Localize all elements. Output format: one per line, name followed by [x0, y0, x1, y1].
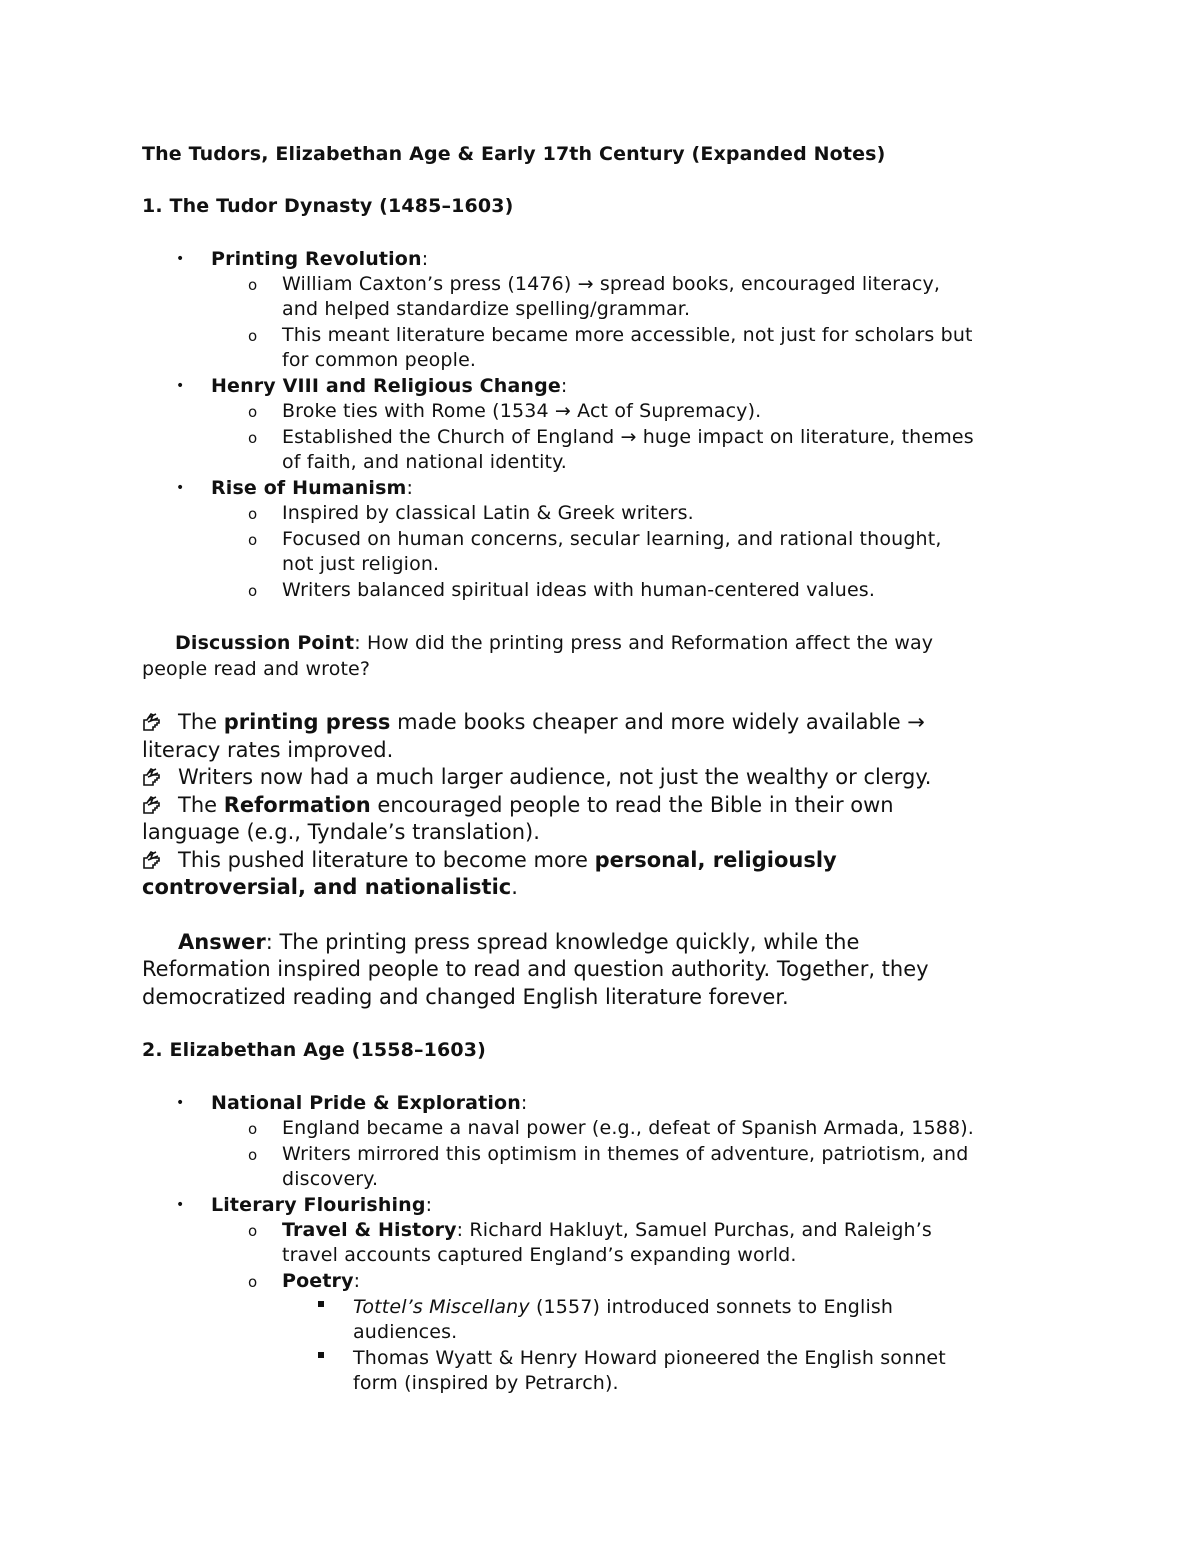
item-label: Henry VIII and Religious Change	[211, 375, 561, 397]
sub-sub-item-line: Thomas Wyatt & Henry Howard pioneered the English sonnet	[353, 1347, 946, 1369]
sub-text: (1557) introduced sonnets to English	[529, 1296, 894, 1318]
sub-item-line: travel accounts captured England’s expanding world.	[282, 1244, 797, 1266]
pointing-hand-icon	[142, 850, 162, 870]
item-suffix: :	[560, 375, 568, 397]
circle-bullet: o	[248, 403, 258, 421]
list-item	[211, 1091, 527, 1116]
point-text: The	[178, 710, 224, 734]
sub-item-line: discovery.	[282, 1168, 379, 1190]
circle-bullet: o	[248, 327, 258, 345]
point-line: literacy rates improved.	[142, 738, 394, 762]
circle-bullet: o	[248, 429, 258, 447]
list-item	[211, 1193, 432, 1218]
item-suffix: :	[406, 477, 414, 499]
sub-sub-item-line: form (inspired by Petrarch).	[353, 1372, 619, 1394]
square-bullet	[318, 1301, 324, 1307]
circle-bullet: o	[248, 505, 258, 523]
circle-bullet: o	[248, 1222, 258, 1240]
sub-text: : Richard Hakluyt, Samuel Purchas, and Raleigh’s	[456, 1219, 932, 1241]
point-text: made books cheaper and more widely available →	[390, 710, 925, 734]
point-bold: printing press	[223, 710, 391, 734]
circle-bullet: o	[248, 1273, 258, 1291]
point-bold: controversial, and nationalistic	[142, 875, 512, 899]
sub-sub-item-line	[353, 1295, 893, 1320]
circle-bullet: o	[248, 582, 258, 600]
sub-item-line: Inspired by classical Latin & Greek writers.	[282, 502, 694, 524]
sub-item-line: This meant literature became more accessible, not just for scholars but	[282, 324, 973, 346]
sub-sub-item-line: audiences.	[353, 1321, 458, 1343]
bullet-glyph: •	[176, 378, 185, 394]
item-label: Literary Flourishing	[211, 1194, 426, 1216]
sub-item-line: and helped standardize spelling/grammar.	[282, 298, 691, 320]
square-bullet	[318, 1352, 324, 1358]
pointing-hand-icon	[142, 795, 162, 815]
sub-label: Poetry	[282, 1270, 354, 1292]
answer-line	[178, 928, 859, 956]
sub-item-line: Writers balanced spiritual ideas with human-centered values.	[282, 579, 876, 601]
list-item	[211, 476, 413, 501]
bullet-glyph: •	[176, 251, 185, 267]
point-line	[142, 873, 518, 901]
point-line	[178, 791, 894, 819]
sub-item-line: William Caxton’s press (1476) → spread books, encouraged literacy,	[282, 273, 941, 295]
bullet-glyph: •	[176, 480, 185, 496]
item-suffix: :	[520, 1092, 528, 1114]
item-label: National Pride & Exploration	[211, 1092, 521, 1114]
section-1-heading: 1. The Tudor Dynasty (1485–1603)	[142, 195, 514, 217]
point-text: encouraged people to read the Bible in their own	[370, 793, 894, 817]
sub-item-line: Focused on human concerns, secular learning, and rational thought,	[282, 528, 942, 550]
point-bold: personal, religiously	[594, 848, 837, 872]
sub-item-line: for common people.	[282, 349, 477, 371]
sub-item-line: Established the Church of England → huge impact on literature, themes	[282, 426, 974, 448]
sub-item-line	[282, 1218, 932, 1243]
answer-text: : The printing press spread knowledge quickly, while the	[265, 930, 860, 954]
item-suffix: :	[425, 1194, 433, 1216]
sub-item-line: England became a naval power (e.g., defeat of Spanish Armada, 1588).	[282, 1117, 975, 1139]
answer-line: Reformation inspired people to read and question authority. Together, they	[142, 957, 929, 981]
pointing-hand-icon	[142, 767, 162, 787]
point-line	[178, 846, 837, 874]
sub-label: Travel & History	[282, 1219, 457, 1241]
pointing-hand-icon	[142, 712, 162, 732]
point-line: language (e.g., Tyndale’s translation).	[142, 820, 540, 844]
document-title: The Tudors, Elizabethan Age & Early 17th Century (Expanded Notes)	[142, 143, 886, 165]
list-item	[211, 374, 567, 399]
sub-item-line	[282, 1269, 360, 1294]
section-2-heading: 2. Elizabethan Age (1558–1603)	[142, 1039, 486, 1061]
circle-bullet: o	[248, 1120, 258, 1138]
point-text: .	[511, 875, 518, 899]
item-label: Printing Revolution	[211, 248, 422, 270]
sub-item-line: of faith, and national identity.	[282, 451, 567, 473]
item-label: Rise of Humanism	[211, 477, 407, 499]
circle-bullet: o	[248, 276, 258, 294]
answer-label: Answer	[178, 930, 266, 954]
point-bold: Reformation	[223, 793, 371, 817]
point-text: The	[178, 793, 224, 817]
item-suffix: :	[421, 248, 429, 270]
point-text: This pushed literature to become more	[178, 848, 595, 872]
bullet-glyph: •	[176, 1095, 185, 1111]
sub-text: :	[353, 1270, 361, 1292]
sub-item-line: Writers mirrored this optimism in themes of adventure, patriotism, and	[282, 1143, 969, 1165]
bullet-glyph: •	[176, 1197, 185, 1213]
point-line: Writers now had a much larger audience, not just the wealthy or clergy.	[178, 765, 932, 789]
point-line	[178, 708, 925, 736]
sub-item-line: not just religion.	[282, 553, 440, 575]
discussion-line: people read and wrote?	[142, 658, 371, 680]
list-item	[211, 247, 428, 272]
sub-item-line: Broke ties with Rome (1534 → Act of Supremacy).	[282, 400, 762, 422]
italic-title: Tottel’s Miscellany	[353, 1296, 530, 1318]
discussion-label: Discussion Point	[175, 632, 355, 654]
discussion-text: : How did the printing press and Reformation affect the way	[354, 632, 934, 654]
answer-line: democratized reading and changed English literature forever.	[142, 985, 789, 1009]
circle-bullet: o	[248, 531, 258, 549]
discussion-line	[175, 631, 933, 656]
circle-bullet: o	[248, 1146, 258, 1164]
